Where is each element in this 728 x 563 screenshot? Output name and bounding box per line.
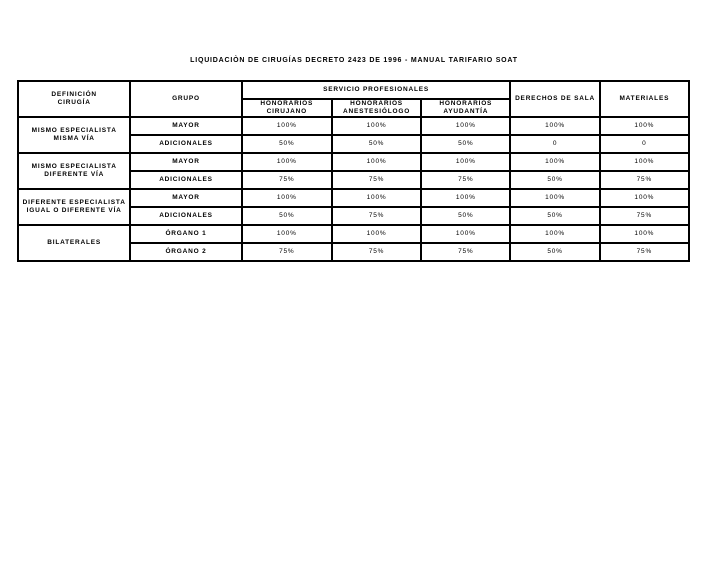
anestesiologo-cell: 50% — [332, 135, 421, 153]
anestesiologo-cell: 100% — [332, 189, 421, 207]
cirujano-cell: 50% — [242, 135, 332, 153]
sala-cell: 100% — [510, 153, 599, 171]
cirujano-cell: 100% — [242, 117, 332, 135]
sala-cell: 50% — [510, 243, 599, 261]
ayudantia-cell: 50% — [421, 207, 510, 225]
sala-cell: 100% — [510, 225, 599, 243]
header-definicion: DEFINICIÓN CIRUGÍA — [18, 81, 130, 117]
sala-cell: 50% — [510, 207, 599, 225]
materiales-cell: 100% — [600, 153, 689, 171]
materiales-cell: 75% — [600, 243, 689, 261]
table-row — [18, 153, 689, 171]
anestesiologo-cell: 75% — [332, 171, 421, 189]
ayudantia-cell: 100% — [421, 189, 510, 207]
ayudantia-cell: 100% — [421, 225, 510, 243]
materiales-cell: 75% — [600, 207, 689, 225]
definicion-cell: MISMO ESPECIALISTA MISMA VÍA — [18, 117, 130, 153]
ayudantia-cell: 75% — [421, 171, 510, 189]
anestesiologo-cell: 100% — [332, 225, 421, 243]
table-row — [18, 189, 689, 207]
header-honorarios-anestesiologo: HONORARIOS ANESTESIÓLOGO — [332, 99, 421, 117]
grupo-cell: ÓRGANO 2 — [130, 243, 241, 261]
cirujano-cell: 75% — [242, 171, 332, 189]
ayudantia-cell: 75% — [421, 243, 510, 261]
sala-cell: 100% — [510, 189, 599, 207]
materiales-cell: 100% — [600, 117, 689, 135]
definicion-cell: DIFERENTE ESPECIALISTA IGUAL O DIFERENTE VÍA — [18, 189, 130, 225]
header-materiales: MATERIALES — [600, 81, 689, 117]
grupo-cell: MAYOR — [130, 189, 241, 207]
tariff-table — [17, 80, 690, 262]
sala-cell: 50% — [510, 171, 599, 189]
table-row — [18, 225, 689, 243]
materiales-cell: 75% — [600, 171, 689, 189]
table-row — [18, 117, 689, 135]
cirujano-cell: 100% — [242, 225, 332, 243]
cirujano-cell: 75% — [242, 243, 332, 261]
cirujano-cell: 50% — [242, 207, 332, 225]
grupo-cell: ADICIONALES — [130, 135, 241, 153]
anestesiologo-cell: 100% — [332, 117, 421, 135]
header-servicio-profesionales: SERVICIO PROFESIONALES — [242, 81, 511, 99]
materiales-cell: 0 — [600, 135, 689, 153]
materiales-cell: 100% — [600, 189, 689, 207]
header-derechos-sala: DERECHOS DE SALA — [510, 81, 599, 117]
header-row — [18, 81, 689, 99]
sala-cell: 0 — [510, 135, 599, 153]
cirujano-cell: 100% — [242, 153, 332, 171]
header-honorarios-ayudantia: HONORARIOS AYUDANTÍA — [421, 99, 510, 117]
cirujano-cell: 100% — [242, 189, 332, 207]
ayudantia-cell: 100% — [421, 117, 510, 135]
anestesiologo-cell: 75% — [332, 207, 421, 225]
anestesiologo-cell: 100% — [332, 153, 421, 171]
grupo-cell: ADICIONALES — [130, 171, 241, 189]
grupo-cell: MAYOR — [130, 153, 241, 171]
document-title: LIQUIDACIÒN DE CIRUGÍAS DECRETO 2423 DE 1996 - MANUAL TARIFARIO SOAT — [190, 57, 518, 64]
grupo-cell: MAYOR — [130, 117, 241, 135]
sala-cell: 100% — [510, 117, 599, 135]
definicion-cell: BILATERALES — [18, 225, 130, 261]
grupo-cell: ADICIONALES — [130, 207, 241, 225]
anestesiologo-cell: 75% — [332, 243, 421, 261]
header-honorarios-cirujano: HONORARIOS CIRUJANO — [242, 99, 332, 117]
ayudantia-cell: 100% — [421, 153, 510, 171]
materiales-cell: 100% — [600, 225, 689, 243]
header-grupo: GRUPO — [130, 81, 241, 117]
grupo-cell: ÓRGANO 1 — [130, 225, 241, 243]
ayudantia-cell: 50% — [421, 135, 510, 153]
definicion-cell: MISMO ESPECIALISTA DIFERENTE VÍA — [18, 153, 130, 189]
